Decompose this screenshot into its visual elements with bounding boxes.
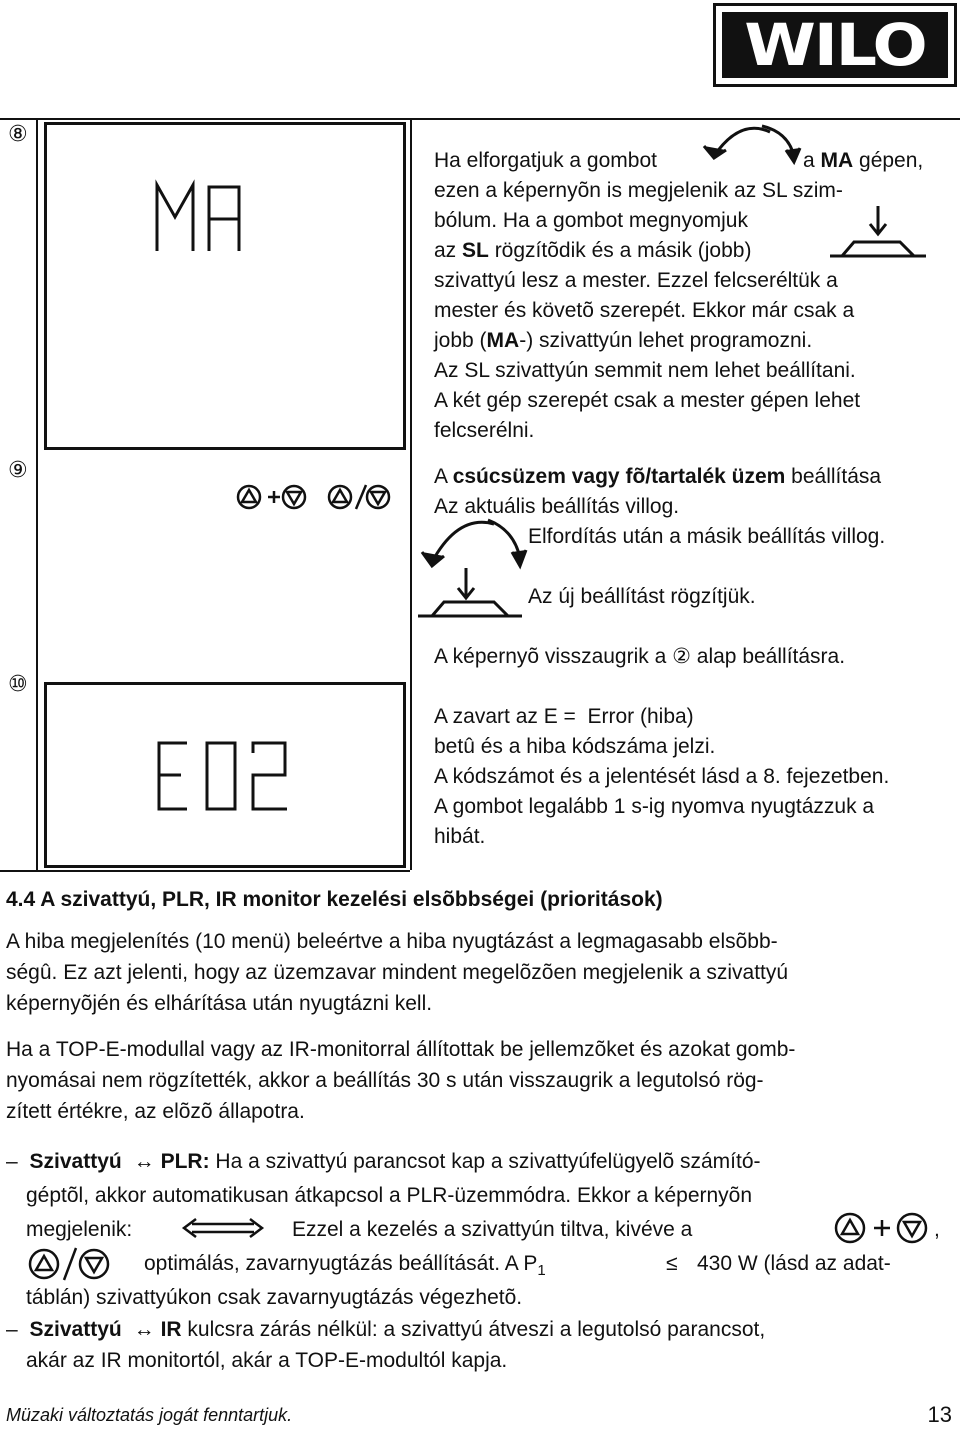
s8-line-7: jobb (MA-) szivattyún lehet programozni. xyxy=(434,329,813,352)
bullet1-line-2: géptõl, akkor automatikusan átkapcsol a PLR-üzemmódra. Ekkor a képernyõn xyxy=(26,1184,753,1207)
footer-note: Müzaki változtatás jogát fenntartjuk. xyxy=(6,1405,293,1425)
s8-line-1b: a MA gépen, xyxy=(803,149,924,172)
row-marker-8: ⑧ xyxy=(8,122,28,147)
section-heading-4-4: 4.4 A szivattyú, PLR, IR monitor kezelési elsõbbségei (prioritások) xyxy=(6,888,663,911)
lcd-display-e02 xyxy=(44,682,406,868)
s10-line-2: betû és a hiba kódszáma jelzi. xyxy=(434,735,716,758)
para2-line-2: nyomásai nem rögzítették, akkor a beállítás 30 s után visszaugrik a legutolsó rög- xyxy=(6,1069,764,1092)
s8-line-6: mester és követõ szerepét. Ekkor már csak a xyxy=(434,299,855,322)
bullet1-line-3b: Ezzel a kezelés a szivattyún tiltva, kivéve a xyxy=(292,1218,693,1241)
row-marker-10: ⑩ xyxy=(8,672,28,697)
s10-line-4: A gombot legalább 1 s-ig nyomva nyugtázzuk a xyxy=(434,795,875,818)
lcd-display-ma xyxy=(44,122,406,450)
s9-line-5: A képernyõ visszaugrik a ② alap beállításra. xyxy=(434,645,846,668)
s8-line-3: bólum. Ha a gombot megnyomjuk xyxy=(434,209,748,232)
press-knob-icon-2 xyxy=(418,566,528,626)
bullet1-line-1: – Szivattyú ↔ PLR: Ha a szivattyú parancsot kap a szivattyúfelügyelõ számító- xyxy=(6,1150,761,1173)
mode-symbol-slash-icon xyxy=(28,1246,114,1282)
row-marker-9: ⑨ xyxy=(8,458,28,483)
s8-line-8: Az SL szivattyún semmit nem lehet beállítani. xyxy=(434,359,856,382)
s8-line-2: ezen a képernyõn is megjelenik az SL szim- xyxy=(434,179,843,202)
para2-line-3: zített értékre, az elõzõ állapotra. xyxy=(6,1100,305,1123)
para1-line-1: A hiba megjelenítés (10 menü) beleértve a hiba nyugtázást a legmagasabb elsõbb- xyxy=(6,930,778,953)
bullet1-line-5: táblán) szivattyúkon csak zavarnyugtázás végezhetõ. xyxy=(26,1286,523,1309)
mode-symbols-row9 xyxy=(236,483,396,513)
table-left-rule xyxy=(36,118,38,870)
s10-line-1: A zavart az E = Error (hiba) xyxy=(434,705,694,728)
bullet1-line-4a: optimálás, zavarnyugtázás beállítását. A $P_1$ xyxy=(144,1252,546,1280)
wilo-logo xyxy=(713,3,957,87)
bullet1-line-3c: , xyxy=(934,1218,940,1241)
press-knob-icon xyxy=(830,204,930,264)
para1-line-3: képernyõjén és elhárítása után nyugtázni kell. xyxy=(6,992,433,1015)
para1-line-2: ségû. Ez azt jelenti, hogy az üzemzavar mindent megelõzõen megjelenik a szivattyú xyxy=(6,961,789,984)
table-bottom-rule xyxy=(0,870,410,872)
bullet1-line-4-le: ≤ xyxy=(666,1252,678,1275)
s8-line-10: felcserélni. xyxy=(434,419,535,442)
lcd-segment-text-e02 xyxy=(155,739,305,815)
rotate-knob-icon-2 xyxy=(418,514,528,574)
bullet2-line-2: akár az IR monitortól, akár a TOP-E-modultól kapja. xyxy=(26,1349,508,1372)
table-top-rule xyxy=(0,118,960,120)
s9-line-2: Az aktuális beállítás villog. xyxy=(434,495,680,518)
para2-line-1: Ha a TOP-E-modullal vagy az IR-monitorral állítottak be jellemzõket és azokat gomb- xyxy=(6,1038,796,1061)
s10-line-5: hibát. xyxy=(434,825,486,848)
bullet1-line-3a: megjelenik: xyxy=(26,1218,133,1241)
mode-symbol-plus-icon xyxy=(834,1211,930,1245)
s9-line-3: Elfordítás után a másik beállítás villog. xyxy=(528,525,886,548)
bullet1-line-4b: 430 W (lásd az adat- xyxy=(697,1252,891,1275)
table-mid-rule xyxy=(410,118,412,870)
wilo-logo-text: WILO xyxy=(744,11,926,79)
s8-line-1: Ha elforgatjuk a gombot xyxy=(434,149,657,172)
s8-line-9: A két gép szerepét csak a mester gépen lehet xyxy=(434,389,861,412)
lcd-segment-text-ma xyxy=(153,177,273,257)
rotate-knob-icon xyxy=(700,122,810,172)
s8-line-5: szivattyú lesz a mester. Ezzel felcseréltük a xyxy=(434,269,838,292)
s8-line-4: az SL rögzítõdik és a másik (jobb) xyxy=(434,239,752,262)
bullet2-line-1: – Szivattyú ↔ IR kulcsra zárás nélkül: a szivattyú átveszi a legutolsó parancsot, xyxy=(6,1318,766,1341)
s10-line-3: A kódszámot és a jelentését lásd a 8. fejezetben. xyxy=(434,765,890,788)
s9-line-4: Az új beállítást rögzítjük. xyxy=(528,585,756,608)
page-number: 13 xyxy=(927,1402,952,1427)
double-arrow-icon xyxy=(182,1218,264,1238)
s9-line-1: A csúcsüzem vagy fõ/tartalék üzem beállítása xyxy=(434,465,882,488)
wilo-logo-badge xyxy=(722,12,948,78)
